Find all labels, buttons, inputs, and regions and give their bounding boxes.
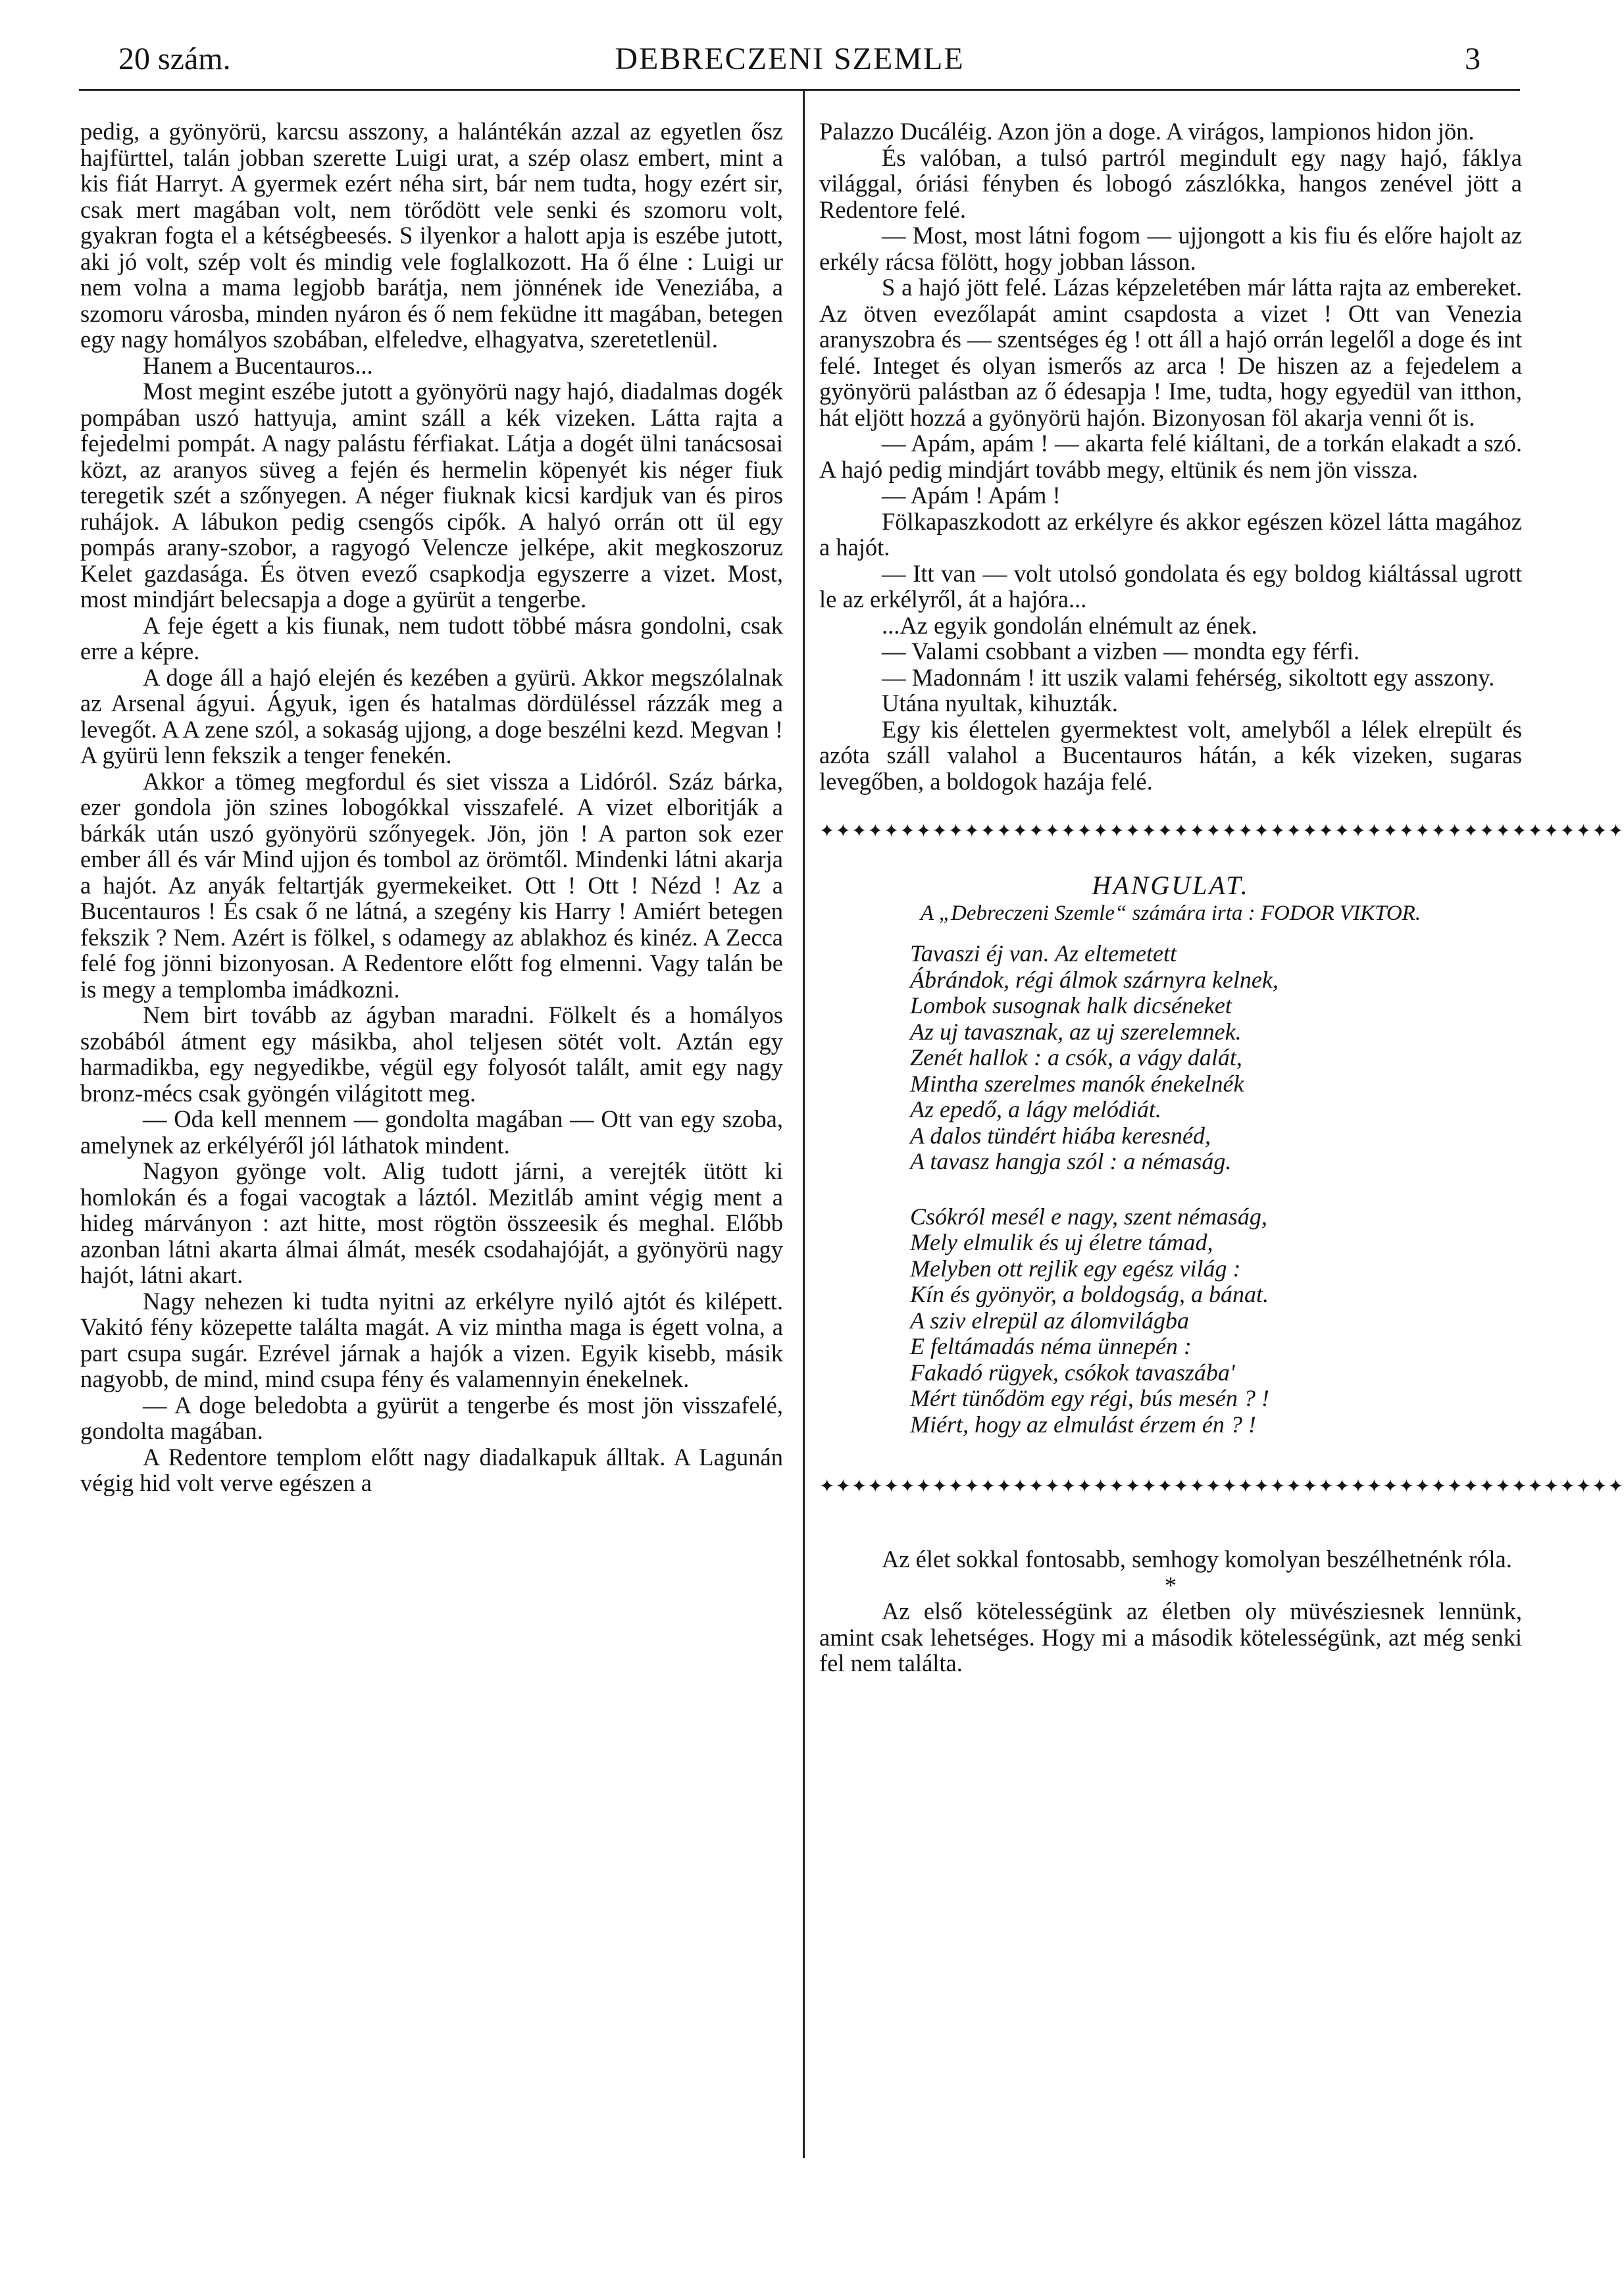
paragraph: — Madonnám ! itt uszik valami fehérség, sikoltott egy asszony. — [882, 663, 1495, 691]
poem-line: Melyben ott rejlik egy egész világ : — [910, 1255, 1241, 1282]
paragraph: Nem birt tovább az ágyban maradni. Fölkelt és a homályos szobából átment egy másikba, ahol teljesen sötét volt. Aztán egy harmadikba, egy negyedikbe, végül egy folyosót talált, amit egy nagy bronz-mécs csak gyöngén világitott meg. — [80, 1001, 783, 1107]
paragraph: Most megint eszébe jutott a gyönyörü nagy hajó, diadalmas dogék pompában uszó hattyuja, amint száll a kék vizeken. Látta rajta a fejedelmi pompát. A nagy palástu férfiakat. Látja a dogét ülni tanácsosai közt, az aranyos süveg a fején és hermelin köpenyét kis néger fiuk teregetik szét a szőnyegen. A néger fiuknak kicsi kardjuk van és piros ruhájok. A lábukon pedig csengős cipők. A halyó orrán ott ül egy pompás arany-szobor, a ragyogó Velencze jelképe, akit megkoszoruz Kelet gazdasága. És ötven evező csapkodja egyszerre a vizet. Most, most mindjárt belecsapja a doge a gyürüt a tengerbe. — [80, 378, 783, 613]
paragraph: — Apám, apám ! — akarta felé kiáltani, de a torkán elakadt a szó. A hajó pedig mindjárt tovább megy, eltünik és nem jön vissza. — [819, 430, 1522, 483]
page-header — [79, 36, 1500, 82]
paragraph: — Itt van — volt utolsó gondolata és egy boldog kiáltással ugrott le az erkélyről, át a hajóra... — [819, 559, 1522, 613]
paragraph: A feje égett a kis fiunak, nem tudott többé másra gondolni, csak erre a képre. — [80, 611, 783, 665]
poem-line: Zenét hallok : a csók, a vágy dalát, — [910, 1044, 1242, 1071]
poem-line: Mely elmulik és uj életre támad, — [910, 1229, 1213, 1255]
asterisk-divider: * — [1164, 1571, 1177, 1599]
paragraph: — A doge beledobta a gyürüt a tengerbe és most jön visszafelé, gondolta magában. — [80, 1391, 783, 1444]
journal-title: DEBRECZENI SZEMLE — [615, 41, 965, 76]
paragraph: Hanem a Bucentauros... — [143, 351, 373, 379]
paragraph: Fölkapaszkodott az erkélyre és akkor egészen közel látta magához a hajót. — [819, 507, 1522, 561]
header-rule — [79, 89, 1520, 91]
poem-line: A dalos tündért hiába keresnéd, — [910, 1122, 1211, 1149]
paragraph: Akkor a tömeg megfordul és siet vissza a Lidóról. Száz bárka, ezer gondola jön szines lobogókkal visszafelé. A vizet elboritják a bárkák után uszó gyönyörü szőnyegek. Jön, jön ! A parton sok ezer ember áll és vár Mind ujjon és tombol az örömtől. Mindenki látni akarja a hajót. Az anyák feltartják gyermekeiket. Ott ! Ott ! Nézd ! Az a Bucentauros ! És csak ő ne látná, a szegény kis Harry ! Amiért betegen fekszik ? Nem. Azért is fölkel, s odamegy az ablakhoz és kinéz. A Zecca felé fog jönni bizonyosan. A Redentore előtt fog elmenni. Vagy talán be is megy a templomba imádkozni. — [80, 767, 783, 1003]
paragraph: Palazzo Ducáléig. Azon jön a doge. A virágos, lampionos hidon jön. — [819, 118, 1475, 145]
poem-byline: A „Debreczeni Szemle“ számára irta : FODOR VIKTOR. — [920, 901, 1421, 925]
page-number: 3 — [1465, 41, 1481, 76]
issue-number: 20 szám. — [118, 41, 231, 76]
poem-line: Fakadó rügyek, csókok tavaszába' — [910, 1359, 1235, 1386]
column-divider — [803, 89, 805, 2158]
paragraph: — Apám ! Apám ! — [882, 482, 1061, 509]
paragraph: — Oda kell mennem — gondolta magában — Ott van egy szoba, amelynek az erkélyéről jól láthatok mindent. — [80, 1105, 783, 1159]
paragraph: ...Az egyik gondolán elnémult az ének. — [882, 611, 1257, 639]
poem-title: HANGULAT. — [1092, 870, 1250, 900]
poem-line: Miért, hogy az elmulást érzem én ? ! — [910, 1411, 1256, 1438]
poem-line: Mintha szerelmes manók énekelnék — [910, 1070, 1244, 1097]
right-column — [819, 118, 1624, 1677]
poem-line: Az epedő, a lágy melódiát. — [910, 1096, 1161, 1122]
poem-line: Ábrándok, régi álmok szárnyra kelnek, — [910, 966, 1279, 993]
paragraph: S a hajó jött felé. Lázas képzeletében már látta rajta az embereket. Az ötven evezőlapát amint csapdosta a vizet ! Ott van Venezia aranyszobra és — szentséges ég ! ott áll a hajó orrán legelől a doge és int felé. Integet és olyan ismerős az arca ! De hiszen az a fejedelem a gyönyörü palástban az ő édesapja ! Ime, tudta, hogy egyedül van itthon, hát eljött hozzá a gyönyörü hajón. Bizonyosan föl akarja venni őt is. — [819, 274, 1522, 431]
poem-line: Kín és gyönyör, a boldogság, a bánat. — [910, 1281, 1269, 1307]
paragraph: Nagy nehezen ki tudta nyitni az erkélyre nyiló ajtót és kilépett. Vakitó fény közepette találta magát. A viz mintha maga is égett volna, a part csupa sugár. Ezrével járnak a hajók a vizen. Egyik kisebb, másik nagyobb, de mind, mind csupa fény és valamennyin énekelnek. — [80, 1287, 783, 1392]
ornamental-separator: ✦✦✦✦✦✦✦✦✦✦✦✦✦✦✦✦✦✦✦✦✦✦✦✦✦✦✦✦✦✦✦✦✦✦✦✦✦✦✦✦✦✦✦✦✦✦✦✦✦✦ — [819, 821, 1624, 842]
poem-line: E feltámadás néma ünnepén : — [910, 1333, 1192, 1359]
poem-line: A tavasz hangja szól : a némaság. — [910, 1148, 1232, 1174]
poem-line: Csókról mesél e nagy, szent némaság, — [910, 1203, 1267, 1230]
paragraph: Utána nyultak, kihuzták. — [882, 690, 1118, 717]
paragraph: És valóban, a tulsó partról megindult egy nagy hajó, fáklya világgal, óriási fényben és lobogó zászlókka, hangos zenével jött a Redentore felé. — [819, 143, 1522, 223]
paragraph: pedig, a gyönyörü, karcsu asszony, a halántékán azzal az egyetlen ősz hajfürttel, talán jobban szerette Luigi urat, a szép olasz embert, mint a kis fiát Harryt. A gyermek ezért néha sirt, bár nem tudta, hogy ezért sir, csak mert magában volt, nem törődött vele senki és szomoru volt, gyakran fogta el a kétségbeesés. S ilyenkor a halott apja is eszébe jutott, aki jó volt, szép volt és mindig vele foglalkozott. Ha ő élne : Luigi ur nem volna a mama legjobb barátja, nem jönnének ide Veneziába, a szomoru városba, minden nyáron és ő nem feküdne itt magában, betegen egy nagy homályos szobában, elfeledve, elhagyatva, szeretetlenül. — [80, 118, 783, 353]
poem-stanza — [910, 1204, 1522, 1438]
aphorism: Az élet sokkal fontosabb, semhogy komolyan beszélhetnénk róla. — [882, 1546, 1512, 1573]
paragraph: A doge áll a hajó elején és kezében a gyürü. Akkor megszólalnak az Arsenal ágyui. Ágyuk, igen és hatalmas dördüléssel rázzák meg a levegőt. A A zene szól, a sokaság ujjong, a doge beszélni kezd. Megvan ! A gyürü lenn fekszik a tenger fenekén. — [80, 663, 783, 769]
poem-line: Lombok susognak halk dicséneket — [910, 992, 1232, 1019]
poem-line: A sziv elrepül az álomvilágba — [910, 1307, 1189, 1334]
paragraph: — Valami csobbant a vizben — mondta egy férfi. — [882, 638, 1360, 665]
paragraph: Egy kis élettelen gyermektest volt, amelyből a lélek elrepült és azóta száll valahol a Bucentauros hátán, a kék vizeken, sugaras levegőben, a boldogok hazája felé. — [819, 715, 1522, 795]
ornamental-separator: ✦✦✦✦✦✦✦✦✦✦✦✦✦✦✦✦✦✦✦✦✦✦✦✦✦✦✦✦✦✦✦✦✦✦✦✦✦✦✦✦✦✦✦✦✦✦✦✦✦✦ — [819, 1476, 1624, 1497]
paragraph: — Most, most látni fogom — ujjongott a kis fiu és előre hajolt az erkély rácsa fölött, hogy jobban lásson. — [819, 222, 1522, 275]
paragraph: A Redentore templom előtt nagy diadalkapuk álltak. A Lagunán végig hid volt verve egészen a — [80, 1443, 783, 1496]
left-column — [80, 118, 783, 1496]
poem-line: Mért tünődöm egy régi, bús mesén ? ! — [910, 1385, 1269, 1411]
paragraph: Nagyon gyönge volt. Alig tudott járni, a verejték ütött ki homlokán és a fogai vacogtak a láztól. Mezitláb amint végig ment a hideg márványon : azt hitte, most rögtön összeesik és meghal. Előbb azonban látni akarta álmai álmát, mesék csodahajóját, a gyönyörü nagy hajót, látni akart. — [80, 1157, 783, 1288]
poem-line: Tavaszi éj van. Az eltemetett — [910, 940, 1177, 967]
aphorism: Az első kötelességünk az életben oly müvésziesnek lennünk, amint csak lehetséges. Hogy mi a második kötelességünk, azt még senki fel nem találta. — [819, 1598, 1522, 1677]
poem-line: Az uj tavasznak, az uj szerelemnek. — [910, 1018, 1242, 1045]
poem-stanza — [910, 941, 1522, 1175]
